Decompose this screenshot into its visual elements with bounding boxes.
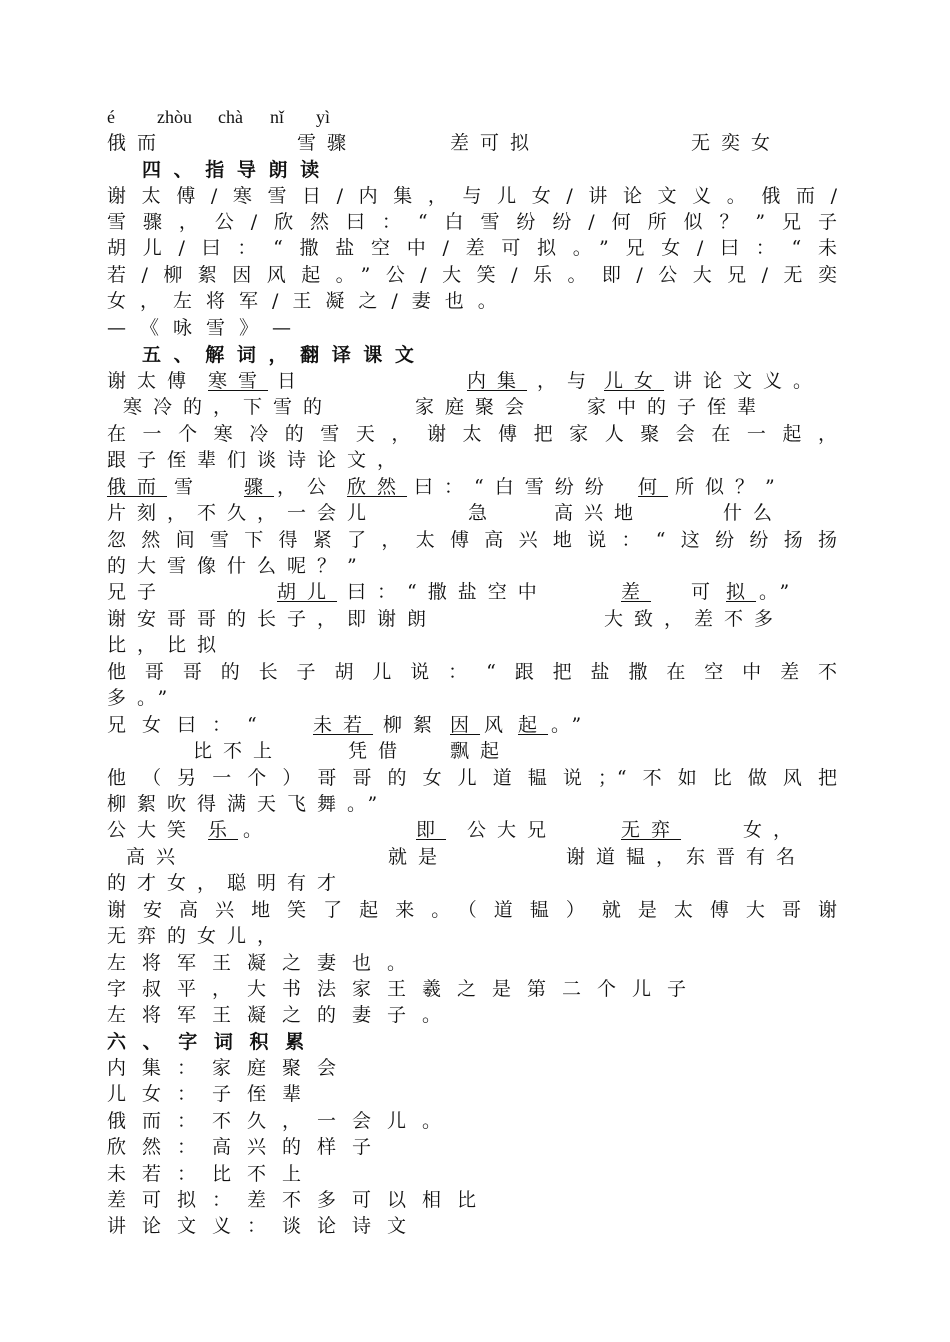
- text: 日: [277, 370, 308, 392]
- text-line: 胡儿/曰：“撒盐空中/差可拟。”兄女/曰：“未: [107, 237, 837, 259]
- underlined-word: 儿女: [604, 370, 665, 392]
- gloss: 谢安哥哥的长子，即谢朗: [107, 608, 438, 630]
- gloss: 急: [468, 502, 499, 524]
- gloss: 什么: [723, 502, 784, 524]
- translation-line: 他哥哥的长子胡儿说：“跟把盐撒在空中差不: [107, 661, 837, 683]
- translation-line: 柳絮吹得满天飞舞。”: [107, 793, 389, 815]
- translation-line: 左将军王凝之的妻子。: [107, 1004, 458, 1026]
- text: 兄子: [107, 581, 168, 603]
- underlined-word: 起: [518, 714, 549, 736]
- vocab-item: 讲论文义：谈论诗文: [107, 1215, 423, 1237]
- annotated-line: [107, 712, 837, 738]
- text: 讲论文义。: [673, 370, 824, 392]
- underlined-word: 未若: [313, 714, 374, 736]
- annotated-line: [107, 579, 837, 605]
- poem-title: —《咏雪》—: [107, 317, 306, 339]
- underlined-word: 因: [450, 714, 481, 736]
- translation-line: 谢安高兴地笑了起来。（道韫）就是太傅大哥谢: [107, 899, 837, 921]
- vocab-item: 儿女：子侄辈: [107, 1083, 318, 1105]
- underlined-word: 胡儿: [277, 581, 338, 603]
- underlined-word: 何: [638, 476, 669, 498]
- vocab-word: 无奕女: [691, 132, 782, 154]
- gloss-line: 的才女，聪明有才: [107, 872, 348, 894]
- translation-line: 无弈的女儿，: [107, 925, 288, 947]
- gloss: 高兴地: [554, 502, 645, 524]
- underlined-word: 无弈: [621, 819, 682, 841]
- text: 公大兄: [467, 819, 558, 841]
- vocab-row: [107, 130, 837, 156]
- translation-line: 的大雪像什么呢？”: [107, 555, 368, 577]
- underlined-word: 乐: [208, 819, 239, 841]
- vocab-word: 差可拟: [450, 132, 541, 154]
- pinyin: zhòu: [157, 107, 192, 127]
- translation-line: 在一个寒冷的雪天，谢太傅把家人聚会在一起，: [107, 423, 837, 445]
- gloss: 高兴: [126, 846, 187, 868]
- pinyin: yì: [316, 107, 331, 127]
- pinyin: chà: [218, 107, 243, 127]
- pinyin: nǐ: [270, 107, 285, 127]
- translation-line: 多。”: [107, 687, 179, 709]
- text: ，公: [277, 476, 338, 498]
- underlined-word: 内集: [467, 370, 528, 392]
- translation-line: 忽然间雪下得紧了，太傅高兴地说：“这纷纷扬扬: [107, 529, 837, 551]
- underlined-word: 差: [621, 581, 652, 603]
- text: ，与: [537, 370, 598, 392]
- gloss: 家庭聚会: [415, 396, 536, 418]
- text: 风: [484, 714, 515, 736]
- pinyin: é: [107, 107, 115, 127]
- gloss-line: 比，比拟: [107, 634, 228, 656]
- underlined-word: 欣然: [347, 476, 408, 498]
- underlined-word: 拟: [726, 581, 757, 603]
- gloss-line: [107, 394, 837, 420]
- gloss-line: [107, 500, 837, 526]
- text: 。: [243, 819, 274, 841]
- gloss: 大致，差不多: [604, 608, 785, 630]
- gloss-line: 字叔平，大书法家王羲之是第二个儿子: [107, 978, 703, 1000]
- text: 柳絮: [383, 714, 444, 736]
- gloss-line: [107, 738, 837, 764]
- text: 曰：“撒盐空中: [347, 581, 548, 603]
- gloss: 谢道韫，东晋有名: [566, 846, 807, 868]
- gloss: 飘起: [450, 740, 511, 762]
- text: 可: [691, 581, 722, 603]
- section-5-title: 五 、 解 词 ， 翻 译 课 文: [142, 344, 417, 366]
- text-line: 左将军王凝之妻也。: [107, 952, 423, 974]
- gloss: 就是: [388, 846, 449, 868]
- gloss: 比不上: [193, 740, 284, 762]
- vocab-item: 俄而：不久，一会儿。: [107, 1110, 458, 1132]
- section-6-title: 六 、 字 词 积 累: [107, 1031, 310, 1053]
- underlined-word: 骤: [244, 476, 275, 498]
- text-line: 谢太傅/寒雪日/内集，与儿女/讲论文义。俄而/: [107, 185, 837, 207]
- text: 。”: [551, 714, 593, 736]
- gloss: 片刻，不久，一会儿: [107, 502, 378, 524]
- text-line: 雪骤，公/欣然曰：“白雪纷纷/何所似？”兄子: [107, 211, 837, 233]
- vocab-item: 欣然：高兴的样子: [107, 1136, 388, 1158]
- gloss: 寒冷的，下雪的: [123, 396, 334, 418]
- annotated-line: [107, 474, 837, 500]
- vocab-item: 内集：家庭聚会: [107, 1057, 353, 1079]
- text: 谢太傅: [107, 370, 198, 392]
- gloss-line: [107, 606, 837, 632]
- text: 雪: [174, 476, 205, 498]
- vocab-word: 雪骤: [297, 132, 358, 154]
- section-4-title: 四 、 指 导 朗 读: [142, 159, 323, 181]
- text: 所似？”: [675, 476, 786, 498]
- underlined-word: 俄而: [107, 476, 168, 498]
- translation-line: 跟子侄辈们谈诗论文，: [107, 449, 408, 471]
- text: 曰：“白雪纷纷: [414, 476, 615, 498]
- text-line: 若/柳絮因风起。”公/大笑/乐。即/公大兄/无奕: [107, 264, 837, 286]
- vocab-item: 差可拟：差不多可以相比: [107, 1189, 493, 1211]
- vocab-item: 未若：比不上: [107, 1163, 318, 1185]
- text: 公大笑: [107, 819, 198, 841]
- gloss-line: [107, 844, 837, 870]
- text: 。”: [759, 581, 801, 603]
- translation-line: 他（另一个）哥哥的女儿道韫说；“不如比做风把: [107, 767, 837, 789]
- text: 兄女曰：“: [107, 714, 273, 736]
- text-line: 女，左将军/王凝之/妻也。: [107, 290, 511, 312]
- annotated-line: [107, 817, 837, 843]
- underlined-word: 即: [416, 819, 447, 841]
- annotated-line: [107, 368, 837, 394]
- text: 女，: [743, 819, 804, 841]
- gloss: 家中的子侄辈: [587, 396, 768, 418]
- pinyin-row: [107, 104, 837, 130]
- gloss: 凭借: [348, 740, 409, 762]
- vocab-word: 俄而: [107, 132, 168, 154]
- underlined-word: 寒雪: [208, 370, 269, 392]
